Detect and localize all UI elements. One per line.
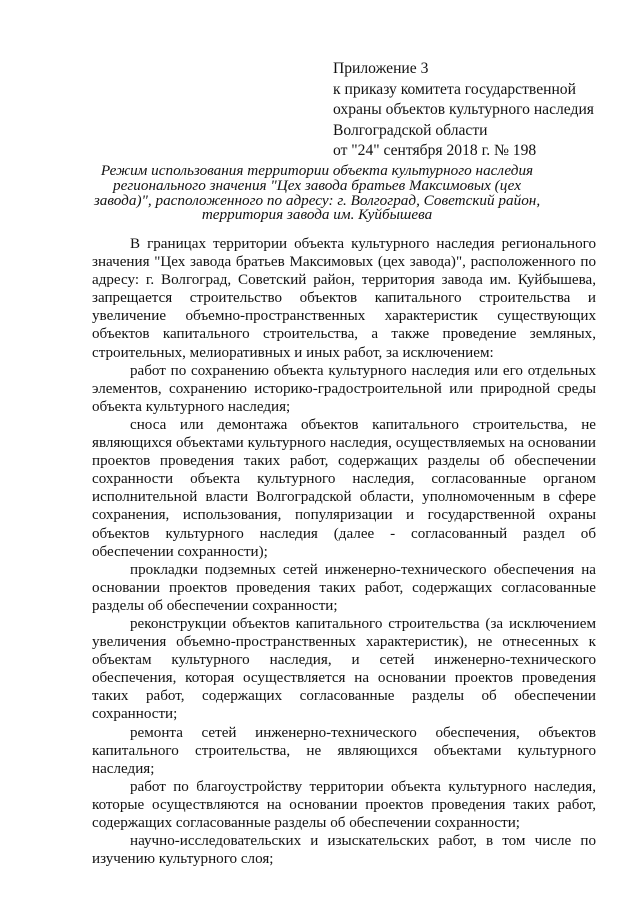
paragraph-reconstruction: реконструкции объектов капитального строительства (за исключением увеличения объемно-пространственных характеристик), не отнесенных к объектам культурного наследия, и сетей инженерно-технического обеспечения, которая осуществляется на основании проектов проведения таких работ, содержащих согласованные разделы об обеспечении сохранности; bbox=[92, 615, 596, 723]
appendix-number: Приложение 3 bbox=[333, 60, 429, 77]
appendix-committee-line: охраны объектов культурного наследия bbox=[333, 101, 594, 118]
paragraph-demolition: сноса или демонтажа объектов капитального строительства, не являющихся объектами культурного наследия, осуществляемых на основании проектов проведения таких работ, содержащих разделы об обеспечении сохранности объекта культурного наследия, согласованные органом исполнительной власти Волгоградской области, уполномоченным в сфере сохранения, использования, популяризации и государственной охраны объектов культурного наследия (далее - согласованный раздел об обеспечении сохранности); bbox=[92, 416, 596, 560]
document-title: Режим использования территории объекта культурного наследия регионального значения "Цех завода братьев Максимовых (цех завода)", расположенного по адресу: г. Волгоград, Советский район, территория завода им. Куйбышева bbox=[93, 162, 541, 224]
paragraph-repair: ремонта сетей инженерно-технического обеспечения, объектов капитального строительства, не являющихся объектами культурного наследия; bbox=[92, 724, 596, 777]
paragraph-research: научно-исследовательских и изыскательских работ, в том числе по изучению культурного слоя; bbox=[92, 833, 596, 868]
appendix-date-line: от "24" сентября 2018 г. № 198 bbox=[333, 142, 537, 159]
document-body bbox=[92, 235, 596, 868]
paragraph-underground-networks: прокладки подземных сетей инженерно-технического обеспечения на основании проектов проведения таких работ, содержащих согласованные разделы об обеспечении сохранности; bbox=[92, 561, 596, 614]
appendix-order-line: к приказу комитета государственной bbox=[333, 80, 576, 98]
appendix-header bbox=[333, 59, 613, 162]
appendix-region-line: Волгоградской области bbox=[333, 121, 488, 139]
paragraph-preservation-works: работ по сохранению объекта культурного наследия или его отдельных элементов, сохранению историко-градостроительной или природной среды объекта культурного наследия; bbox=[92, 362, 596, 415]
paragraph-intro: В границах территории объекта культурного наследия регионального значения "Цех завода братьев Максимовых (цех завода)", расположенного по адресу: г. Волгоград, Советский район, территория завода им. Куйбышева, запрещается строительство объектов капитального строительства и увеличение объемно-пространственных характеристик существующих объектов капитального строительства, а также проведение земляных, строительных, мелиоративных и иных работ, за исключением: bbox=[92, 236, 596, 361]
paragraph-landscaping: работ по благоустройству территории объекта культурного наследия, которые осуществляются на основании проектов проведения таких работ, содержащих согласованные разделы об обеспечении сохранности; bbox=[92, 778, 596, 831]
